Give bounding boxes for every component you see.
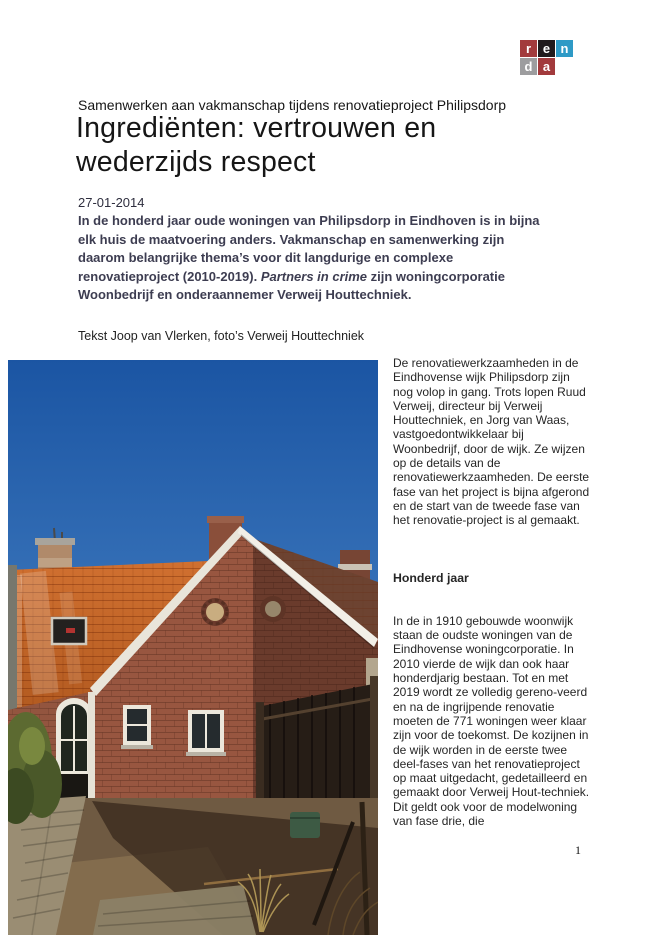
logo-block-d: d <box>520 58 537 75</box>
article-date: 27-01-2014 <box>78 195 145 210</box>
article-kicker: Samenwerken aan vakmanschap tijdens renovatieproject Philipsdorp <box>78 97 507 113</box>
article-title: Ingrediënten: vertrouwen en wederzijds respect <box>76 112 437 178</box>
article-intro <box>78 212 544 305</box>
article-body-column <box>393 356 591 828</box>
intro-text-after: zijn woningcorporatie Woonbedrijf en onderaannemer Verweij Houttechniek. <box>78 268 505 303</box>
body-paragraph-2: In de in 1910 gebouwde woonwijk staan de oudste woningen van de Eindhovense woningcorporatie. In 2010 vierde de wijk dan ook haar honderdjarig bestaan. Tot en met 2019 wordt ze volledig gereno-veerd en na de ingrijpende renovatie moeten de 771 woningen weer klaar zijn voor de toekomst. De kozijnen in de wijk worden in de eerste twee deel-fases van het renovatieproject op maat uitgedacht, gedetailleerd en gemaakt door Verweij Hout-techniek. Dit geldt ook voor de modelwoning van fase drie, die <box>393 613 590 829</box>
article-byline: Tekst Joop van Vlerken, foto’s Verweij Houttechniek <box>78 329 365 343</box>
logo-block-a: a <box>538 58 555 75</box>
renda-logo <box>520 40 574 75</box>
intro-text-before: In de honderd jaar oude woningen van Philipsdorp in Eindhoven is in bijna elk huis de maatvoering anders. Vakmanschap en samenwerking zijn daarom belangrijke thema’s voor dit langdurige en complexe renovatieproject (2010-2019). <box>78 213 540 284</box>
page-number: 1 <box>575 843 581 857</box>
logo-block-n: n <box>556 40 573 57</box>
section-heading-honderd-jaar: Honderd jaar <box>393 570 469 585</box>
body-paragraph-1: De renovatiewerkzaamheden in de Eindhovense wijk Philipsdorp zijn nog volop in gang. Trots lopen Ruud Verweij, directeur bij Verweij Houttechniek, en Jorg van Waas, vastgoedontwikkelaar bij Woonbedrijf, door de wijk. Ze wijzen op de details van de renovatiewerkzaamheden. De eerste fase van het project is bijna afgerond en de start van de tweede fase van het renovatie-project is al gemaakt. <box>393 356 590 528</box>
article-photo <box>8 360 378 935</box>
logo-block-r: r <box>520 40 537 57</box>
intro-text-italic: Partners in crime <box>260 268 368 284</box>
logo-block-e: e <box>538 40 555 57</box>
